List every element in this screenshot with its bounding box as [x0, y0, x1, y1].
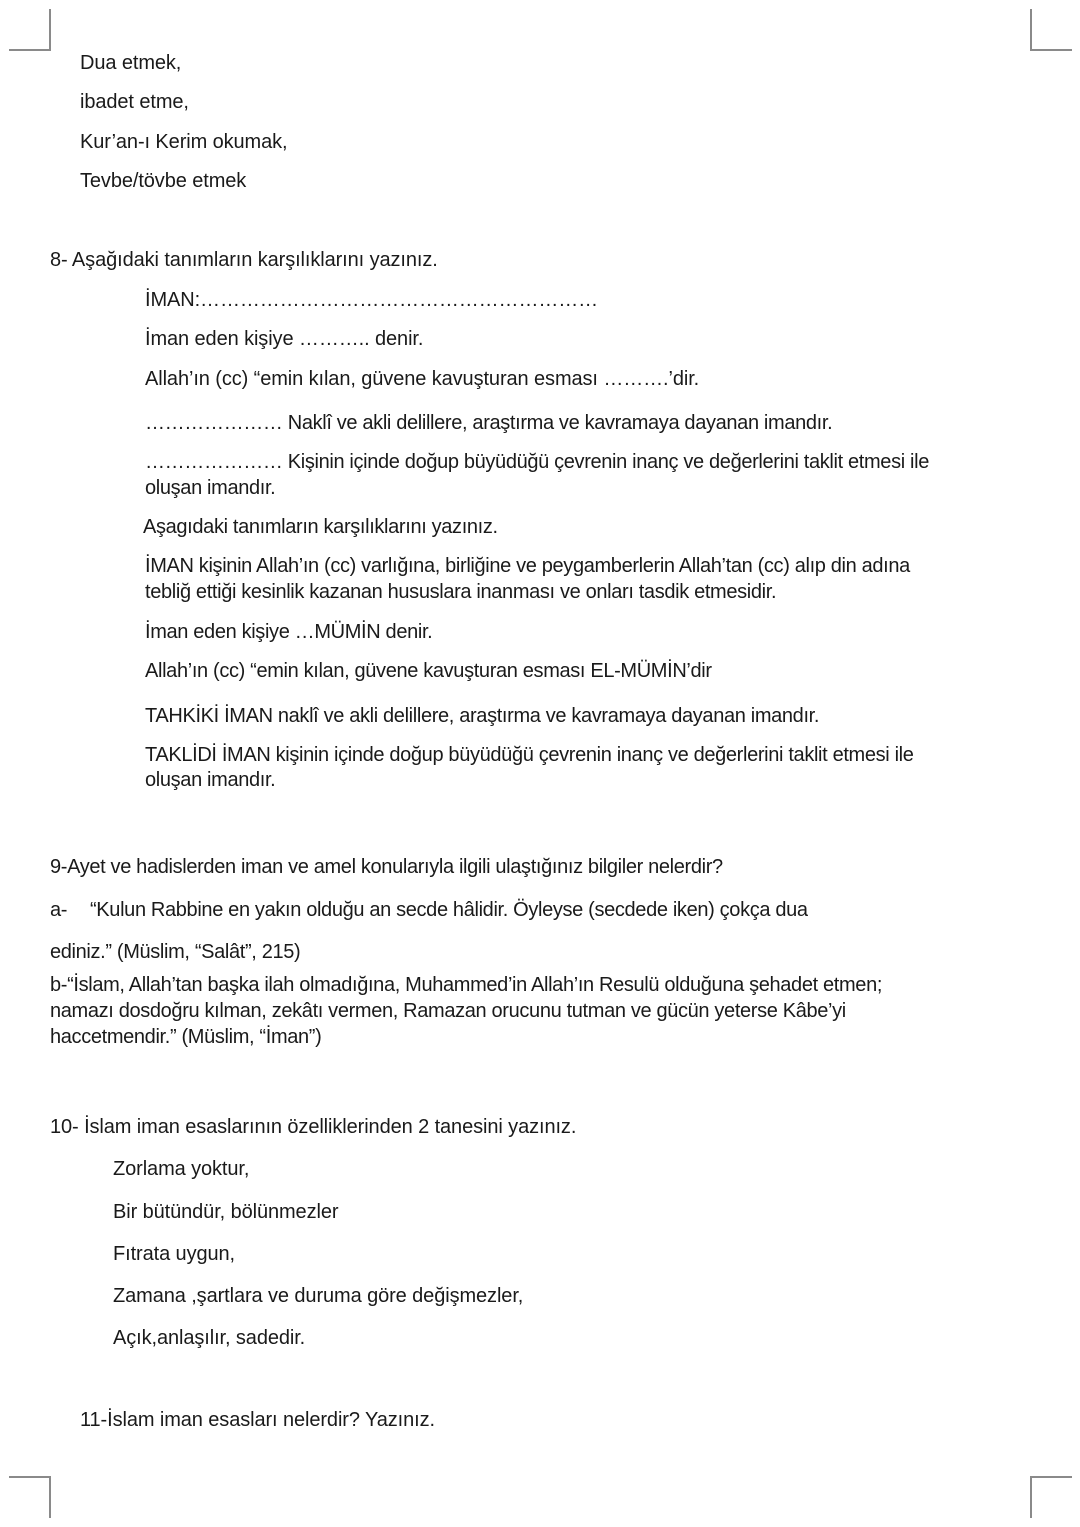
answer-iman-cont: tebliğ ettiği kesinlik kazanan hususlara inanması ve onları tasdik etmesidir.: [145, 581, 777, 603]
crop-mark-bottom-left: [9, 1476, 51, 1518]
answer-taklidi: TAKLİDİ İMAN kişinin içinde doğup büyüdüğü çevrenin inanç ve değerlerini taklit etmesi ile: [145, 744, 914, 766]
question-11-title: 11-İslam iman esasları nelerdir? Yazınız.: [80, 1409, 435, 1431]
hadith-b-line3: haccetmendir.” (Müslim, “İman”): [50, 1026, 322, 1048]
blank-iman: İMAN:……………………………………………………: [145, 289, 599, 311]
answers-heading: Aşagıdaki tanımların karşılıklarını yazınız.: [143, 516, 498, 538]
list-item: Açık,anlaşılır, sadedir.: [113, 1327, 306, 1349]
question-10-title: 10- İslam iman esaslarının özelliklerinden 2 tanesini yazınız.: [50, 1116, 577, 1138]
question-9-title: 9-Ayet ve hadislerden iman ve amel konularıyla ilgili ulaştığınız bilgiler nelerdir?: [50, 856, 723, 878]
list-item: Dua etmek,: [80, 52, 182, 74]
crop-mark-bottom-right: [1030, 1476, 1072, 1518]
blank-taklidi-cont: oluşan imandır.: [145, 477, 276, 499]
crop-mark-top-left: [9, 9, 51, 51]
list-item: Zorlama yoktur,: [113, 1158, 250, 1180]
hadith-a-label: a-: [50, 899, 68, 921]
hadith-b-line1: b-“İslam, Allah’tan başka ilah olmadığına, Muhammed’in Allah’ın Resulü olduğuna şehadet etmen;: [50, 974, 883, 996]
blank-taklidi: ………………… Kişinin içinde doğup büyüdüğü çevrenin inanç ve değerlerini taklit etmesi ile: [145, 451, 929, 473]
hadith-a-line1: “Kulun Rabbine en yakın olduğu an secde hâlidir. Öyleyse (secdede iken) çokça dua: [90, 899, 808, 921]
answer-iman: İMAN kişinin Allah’ın (cc) varlığına, birliğine ve peygamberlerin Allah’tan (cc) alıp din adına: [145, 555, 910, 577]
list-item: Tevbe/tövbe etmek: [80, 170, 247, 192]
blank-esma: Allah’ın (cc) “emin kılan, güvene kavuşturan esması ……….’dir.: [145, 368, 700, 390]
answer-taklidi-cont: oluşan imandır.: [145, 769, 276, 791]
blank-tahkiki: ………………… Naklî ve akli delillere, araştırma ve kavramaya dayanan imandır.: [145, 412, 833, 434]
answer-esma: Allah’ın (cc) “emin kılan, güvene kavuşturan esması EL-MÜMİN’dir: [145, 660, 712, 682]
list-item: Bir bütündür, bölünmezler: [113, 1201, 339, 1223]
list-item: Kur’an-ı Kerim okumak,: [80, 131, 288, 153]
list-item: ibadet etme,: [80, 91, 189, 113]
answer-tahkiki: TAHKİKİ İMAN naklî ve akli delillere, araştırma ve kavramaya dayanan imandır.: [145, 705, 820, 727]
answer-mumin: İman eden kişiye …MÜMİN denir.: [145, 621, 433, 643]
question-8-title: 8- Aşağıdaki tanımların karşılıklarını yazınız.: [50, 249, 438, 271]
crop-mark-top-right: [1030, 9, 1072, 51]
list-item: Fıtrata uygun,: [113, 1243, 235, 1265]
hadith-b-line2: namazı dosdoğru kılman, zekâtı vermen, Ramazan orucunu tutman ve gücün yeterse Kâbe’yi: [50, 1000, 846, 1022]
hadith-a-line2: ediniz.” (Müslim, “Salât”, 215): [50, 941, 301, 963]
blank-mumin: İman eden kişiye ……….. denir.: [145, 328, 424, 350]
list-item: Zamana ,şartlara ve duruma göre değişmezler,: [113, 1285, 524, 1307]
